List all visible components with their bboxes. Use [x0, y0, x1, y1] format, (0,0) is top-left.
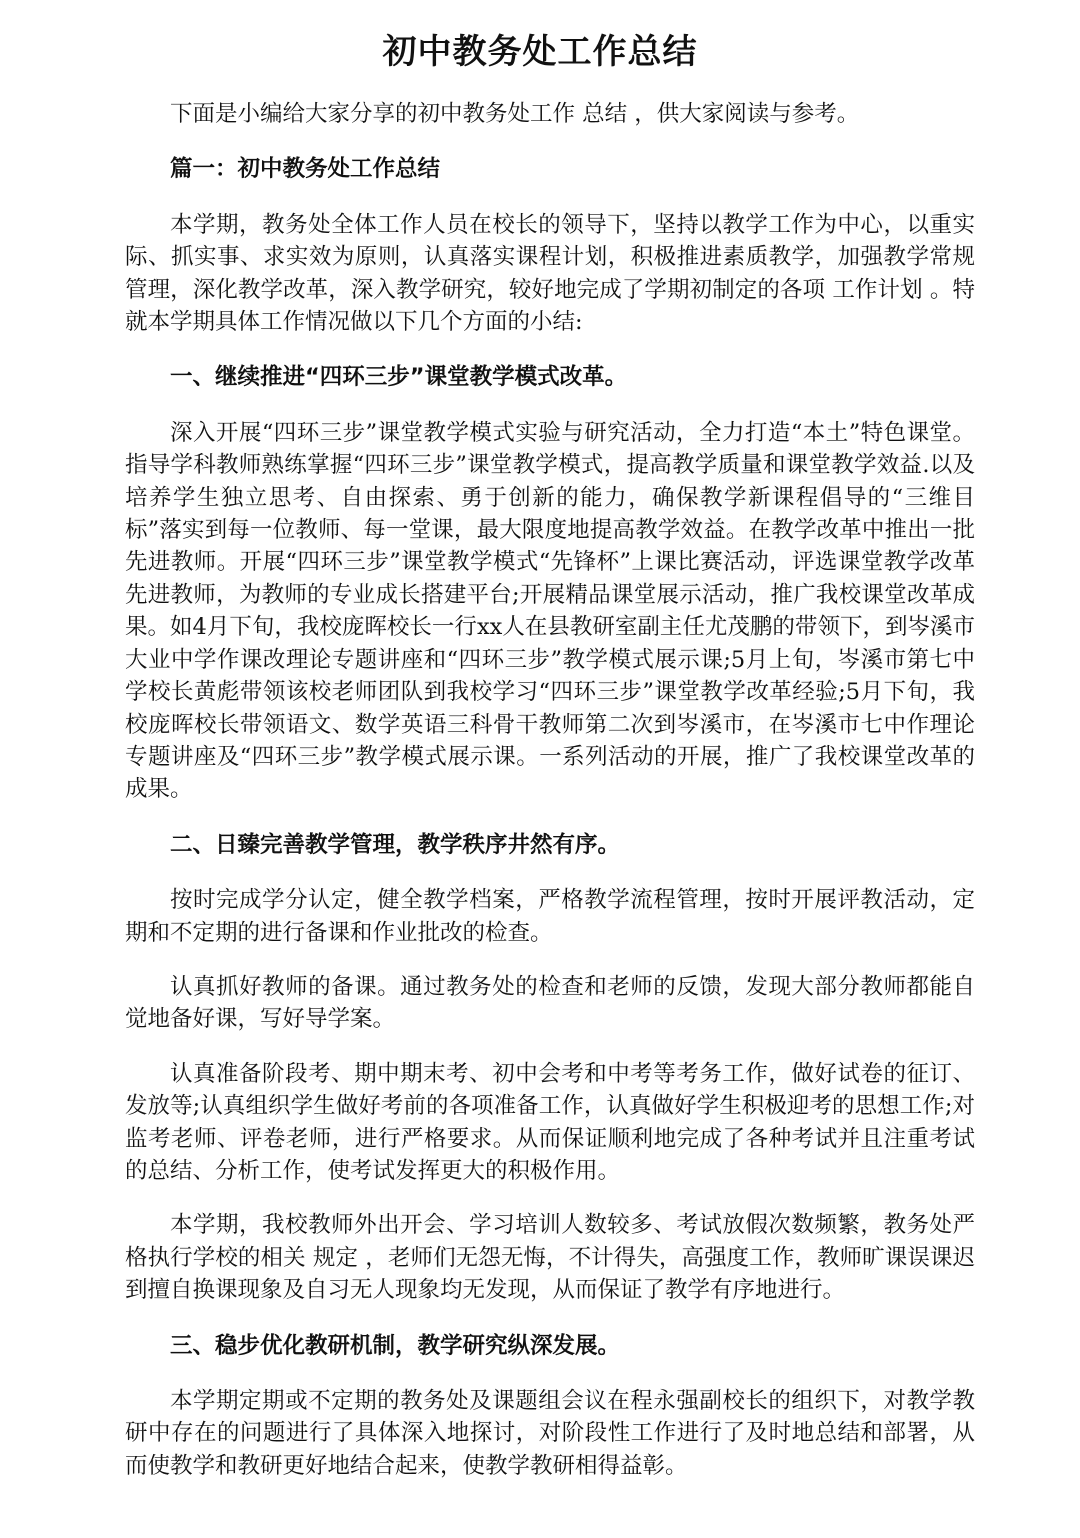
section-2-heading: 二、日臻完善教学管理，教学秩序井然有序。	[170, 831, 621, 858]
section-2-paragraph-4: 本学期，我校教师外出开会、学习培训人数较多、考试放假次数频繁，教务处严格执行学校的相关 规定 ，老师们无怨无悔，不计得失，高强度工作，教师旷课误课迟到擅自换课现象及自习无人现象均无发现，从而保证了教学有序地进行。	[125, 1212, 975, 1304]
section-1-heading: 一、继续推进“四环三步”课堂教学模式改革。	[170, 364, 628, 391]
section-1-paragraph: 深入开展“四环三步”课堂教学模式实验与研究活动，全力打造“本土”特色课堂。指导学科教师熟练掌握“四环三步”课堂教学模式，提高教学质量和课堂教学效益.以及培养学生独立思考、自由探索、勇于创新的能力，确保教学新课程倡导的“三维目标”落实到每一位教师、每一堂课，最大限度地提高教学效益。在教学改革中推出一批先进教师。开展“四环三步”课堂教学模式“先锋杯”上课比赛活动，评选课堂教学改革先进教师，为教师的专业成长搭建平台;开展精品课堂展示活动，推广我校课堂改革成果。如4月下旬，我校庞晖校长一行xx人在县教研室副主任尤茂鹏的带领下，到岑溪市大业中学作课改理论专题讲座和“四环三步”教学模式展示课;5月上旬，岑溪市第七中学校长黄彪带领该校老师团队到我校学习“四环三步”课堂教学改革经验;5月下旬，我校庞晖校长带领语文、数学英语三科骨干教师第二次到岑溪市，在岑溪市七中作理论专题讲座及“四环三步”教学模式展示课。一系列活动的开展，推广了我校课堂改革的成果。	[125, 419, 975, 803]
page-title: 初中教务处工作总结	[382, 32, 698, 72]
section-3-paragraph: 本学期定期或不定期的教务处及课题组会议在程永强副校长的组织下，对教学教研中存在的问题进行了具体深入地探讨，对阶段性工作进行了及时地总结和部署，从而使教学和教研更好地结合起来，使教学教研相得益彰。	[125, 1388, 975, 1479]
opening-paragraph: 本学期，教务处全体工作人员在校长的领导下，坚持以教学工作为中心，以重实际、抓实事、求实效为原则，认真落实课程计划，积极推进素质教学，加强教学常规管理，深化教学改革，深入教学研究，较好地完成了学期初制定的各项 工作计划 。特就本学期具体工作情况做以下几个方面的小结:	[125, 211, 975, 336]
section-2-paragraph-1: 按时完成学分认定，健全教学档案，严格教学流程管理，按时开展评教活动，定期和不定期的进行备课和作业批改的检查。	[125, 887, 975, 946]
intro-paragraph: 下面是小编给大家分享的初中教务处工作 总结 ，供大家阅读与参考。	[170, 101, 860, 127]
section-2-paragraph-2: 认真抓好教师的备课。通过教务处的检查和老师的反馈，发现大部分教师都能自觉地备好课，写好导学案。	[125, 973, 975, 1033]
section-2-paragraph-3: 认真准备阶段考、期中期末考、初中会考和中考等考务工作，做好试卷的征订、发放等;认真组织学生做好考前的各项准备工作，认真做好学生积极迎考的思想工作;对监考老师、评卷老师，进行严格要求。从而保证顺利地完成了各种考试并且注重考试的总结、分析工作，使考试发挥更大的积极作用。	[125, 1060, 975, 1184]
chapter-heading: 篇一：初中教务处工作总结	[170, 156, 441, 183]
section-3-heading: 三、稳步优化教研机制，教学研究纵深发展。	[170, 1332, 621, 1359]
document-body	[125, 98, 975, 1482]
